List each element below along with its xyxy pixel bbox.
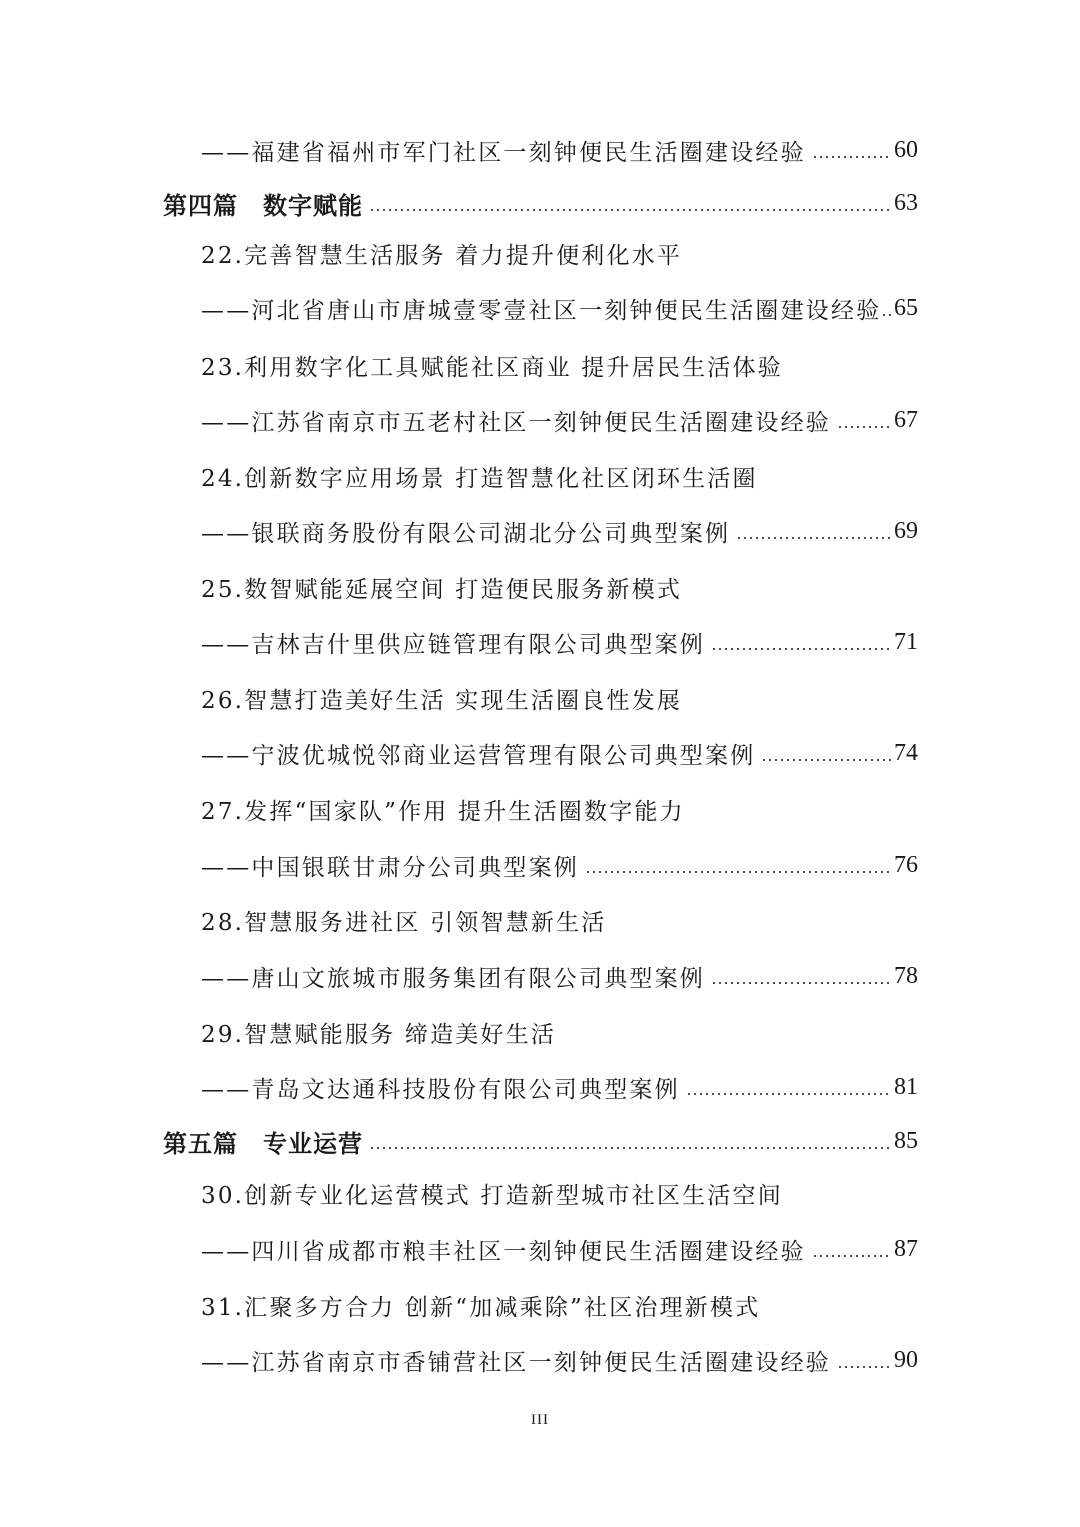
toc-page-number: 90: [894, 1346, 918, 1373]
toc-entry-text: ——江苏省南京市五老村社区一刻钟便民生活圈建设经验: [201, 409, 831, 436]
toc-entry-text: ——中国银联甘肃分公司典型案例: [201, 854, 579, 881]
toc-entry-subtitle[interactable]: [201, 511, 918, 551]
dot-leader: [369, 209, 891, 211]
toc-page-number: 63: [894, 189, 918, 216]
toc-entry-text: ——银联商务股份有限公司湖北分公司典型案例: [201, 520, 731, 547]
toc-entry-text: 30.创新专业化运营模式 打造新型城市社区生活空间: [201, 1182, 783, 1209]
toc-entry-title[interactable]: [201, 678, 918, 718]
dot-leader: [711, 982, 891, 984]
toc-entry-text: 28.智慧服务进社区 引领智慧新生活: [201, 909, 607, 936]
toc-entry-title[interactable]: [201, 345, 918, 385]
toc-entry-text: 23.利用数字化工具赋能社区商业 提升居民生活体验: [201, 354, 783, 381]
toc-entry-text: 25.数智赋能延展空间 打造便民服务新模式: [201, 576, 683, 603]
toc-page-number: 60: [894, 136, 918, 163]
toc-entry-subtitle[interactable]: [201, 622, 918, 662]
toc-entry-subtitle[interactable]: [201, 1229, 918, 1269]
dot-leader: [837, 1366, 891, 1368]
toc-entry-subtitle[interactable]: [201, 1340, 918, 1380]
dot-leader: [812, 1255, 891, 1257]
toc-section-heading[interactable]: [163, 183, 918, 223]
toc-entry-text: 27.发挥“国家队”作用 提升生活圈数字能力: [201, 798, 685, 825]
toc-entry-title[interactable]: [201, 1012, 918, 1052]
toc-page-number: 69: [894, 517, 918, 544]
toc-entry-text: 22.完善智慧生活服务 着力提升便利化水平: [201, 242, 683, 269]
toc-entry-subtitle[interactable]: [201, 956, 918, 996]
dot-leader: [711, 648, 891, 650]
toc-entry-subtitle[interactable]: [201, 733, 918, 773]
toc-entry-title[interactable]: [201, 789, 918, 829]
dot-leader: [761, 759, 891, 761]
toc-page-number: 74: [894, 739, 918, 766]
toc-entry-text: ——四川省成都市粮丰社区一刻钟便民生活圈建设经验: [201, 1238, 806, 1265]
toc-page-number: 76: [894, 851, 918, 878]
toc-entry-subtitle[interactable]: [201, 845, 918, 885]
toc-entry-text: 第五篇 专业运营: [163, 1128, 363, 1158]
toc-entry-title[interactable]: [201, 567, 918, 607]
dot-leader: [736, 537, 891, 539]
toc-entry-subtitle[interactable]: [201, 130, 918, 170]
dot-leader: [585, 871, 891, 873]
toc-entry-text: 29.智慧赋能服务 缔造美好生活: [201, 1021, 557, 1048]
toc-entry-subtitle[interactable]: [201, 288, 918, 328]
toc-entry-text: 第四篇 数字赋能: [163, 190, 363, 220]
toc-entry-text: 26.智慧打造美好生活 实现生活圈良性发展: [201, 687, 683, 714]
toc-page-number: 81: [894, 1073, 918, 1100]
toc-entry-title[interactable]: [201, 1173, 918, 1213]
toc-page-number: 65: [894, 294, 918, 321]
toc-entry-text: ——宁波优城悦邻商业运营管理有限公司典型案例: [201, 742, 756, 769]
page-footer-number: III: [531, 1412, 549, 1428]
toc-entry-title[interactable]: [201, 1285, 918, 1325]
toc-page-number: 67: [894, 406, 918, 433]
toc-entry-title[interactable]: [201, 456, 918, 496]
toc-entry-text: 24.创新数字应用场景 打造智慧化社区闭环生活圈: [201, 465, 758, 492]
toc-page-number: 87: [894, 1235, 918, 1262]
toc-section-heading[interactable]: [163, 1121, 918, 1161]
toc-entry-title[interactable]: [201, 900, 918, 940]
toc-entry-text: ——河北省唐山市唐城壹零壹社区一刻钟便民生活圈建设经验: [201, 297, 882, 324]
dot-leader: [837, 426, 891, 428]
toc-entry-text: ——唐山文旅城市服务集团有限公司典型案例: [201, 965, 705, 992]
toc-page-number: 78: [894, 962, 918, 989]
toc-entry-subtitle[interactable]: [201, 400, 918, 440]
dot-leader: [881, 314, 894, 316]
toc-page-number: 71: [894, 628, 918, 655]
toc-entry-text: ——福建省福州市军门社区一刻钟便民生活圈建设经验: [201, 139, 806, 166]
dot-leader: [369, 1147, 891, 1149]
toc-entry-text: ——江苏省南京市香铺营社区一刻钟便民生活圈建设经验: [201, 1349, 831, 1376]
toc-entry-subtitle[interactable]: [201, 1067, 918, 1107]
toc-page-number: 85: [894, 1127, 918, 1154]
toc-entry-text: ——青岛文达通科技股份有限公司典型案例: [201, 1076, 680, 1103]
toc-entry-title[interactable]: [201, 233, 918, 273]
dot-leader: [686, 1093, 891, 1095]
toc-entry-text: 31.汇聚多方合力 创新“加减乘除”社区治理新模式: [201, 1294, 761, 1321]
dot-leader: [812, 156, 891, 158]
toc-entry-text: ——吉林吉什里供应链管理有限公司典型案例: [201, 631, 705, 658]
